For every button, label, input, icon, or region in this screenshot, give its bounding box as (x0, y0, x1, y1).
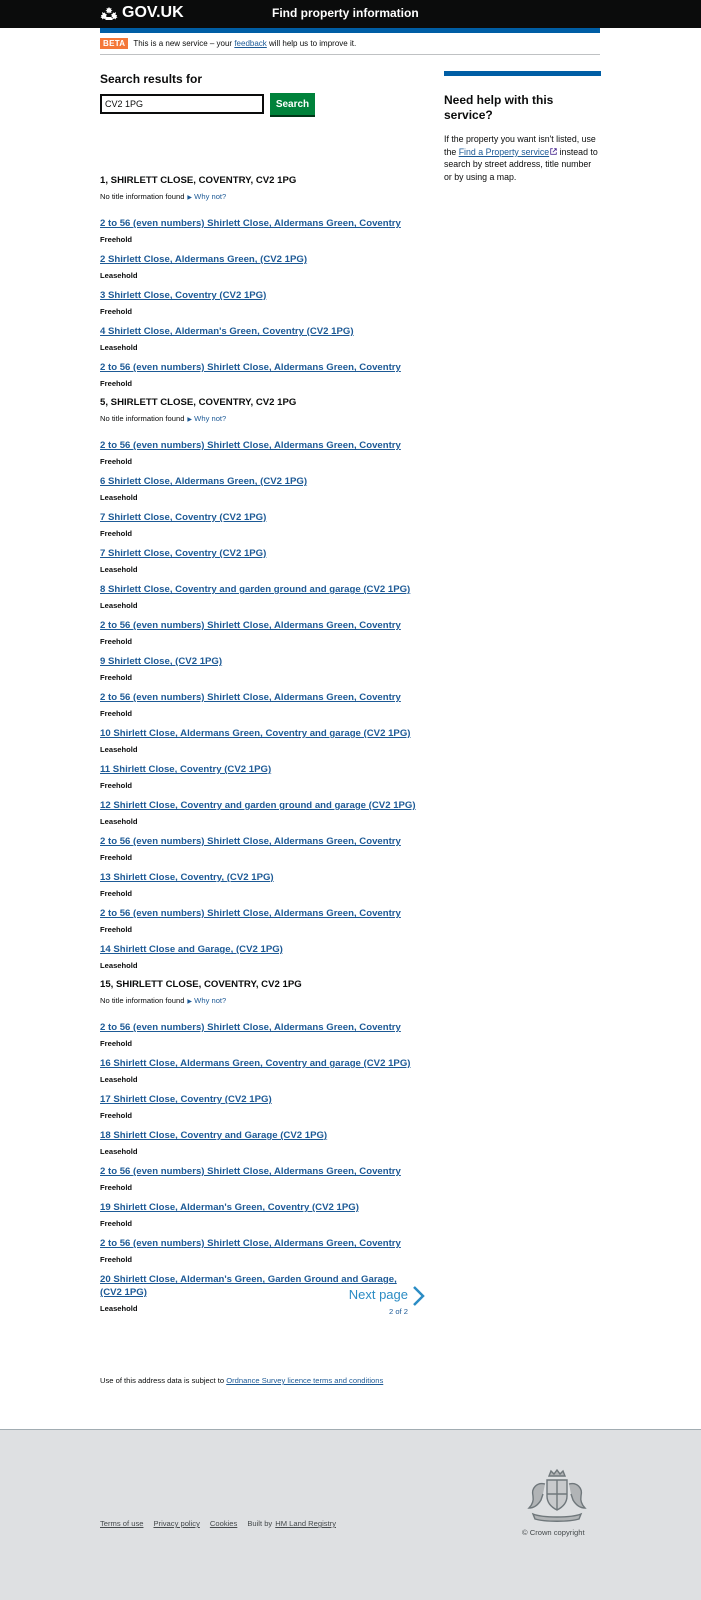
why-not-toggle[interactable] (187, 996, 226, 1005)
why-not-toggle[interactable] (187, 414, 226, 423)
title-result (100, 727, 420, 754)
help-title: Need help with this service? (444, 93, 554, 122)
why-not-toggle[interactable] (187, 192, 226, 201)
help-text-before: If the property you want isn't listed, use the (444, 134, 596, 157)
title-link[interactable]: 7 Shirlett Close, Coventry (CV2 1PG) (100, 548, 267, 559)
feedback-link[interactable]: feedback (234, 39, 267, 48)
search-button[interactable]: Search (270, 93, 315, 115)
tenure-label: Freehold (100, 1183, 133, 1192)
footer-link-cookies[interactable]: Cookies (209, 1519, 238, 1528)
title-link[interactable]: 2 to 56 (even numbers) Shirlett Close, Aldermans Green, Coventry (100, 440, 401, 451)
header-inner (100, 0, 600, 28)
title-result (100, 619, 420, 646)
tenure-label: Leasehold (100, 1075, 138, 1084)
built-by (247, 1519, 346, 1528)
title-link[interactable]: 18 Shirlett Close, Coventry and Garage (CV2 1PG) (100, 1130, 328, 1141)
site-footer (0, 1429, 701, 1600)
title-result (100, 361, 420, 388)
phase-banner (100, 33, 600, 55)
tenure-label: Freehold (100, 673, 133, 682)
beta-tag: BETA (100, 38, 128, 49)
why-not-label[interactable]: Why not? (194, 192, 227, 201)
title-link[interactable]: 13 Shirlett Close, Coventry, (CV2 1PG) (100, 872, 274, 883)
title-link[interactable]: 11 Shirlett Close, Coventry (CV2 1PG) (100, 764, 272, 775)
tenure-label: Leasehold (100, 565, 138, 574)
address-heading: 5, SHIRLETT CLOSE, COVENTRY, CV2 1PG (100, 397, 297, 408)
govuk-logo-link[interactable] (100, 4, 184, 22)
title-result (100, 1201, 420, 1228)
next-page-label[interactable]: Next page (348, 1287, 408, 1302)
site-header (0, 0, 701, 28)
title-result (100, 871, 420, 898)
licence-notice (100, 1376, 383, 1385)
footer-links (100, 1519, 346, 1528)
title-link[interactable]: 12 Shirlett Close, Coventry and garden ground and garage (CV2 1PG) (100, 800, 416, 811)
tenure-label: Freehold (100, 1039, 133, 1048)
tenure-label: Leasehold (100, 817, 138, 826)
title-link[interactable]: 8 Shirlett Close, Coventry and garden ground and garage (CV2 1PG) (100, 584, 411, 595)
tenure-label: Freehold (100, 307, 133, 316)
triangle-right-icon[interactable]: ▶ (187, 417, 193, 423)
help-blue-bar (444, 71, 601, 76)
next-page-link[interactable] (336, 1285, 426, 1321)
title-result (100, 439, 420, 466)
title-link[interactable]: 2 to 56 (even numbers) Shirlett Close, Aldermans Green, Coventry (100, 1238, 401, 1249)
title-link[interactable]: 2 to 56 (even numbers) Shirlett Close, Aldermans Green, Coventry (100, 362, 401, 373)
footer-link-terms[interactable]: Terms of use (100, 1519, 144, 1528)
title-result (100, 1165, 420, 1192)
title-link[interactable]: 14 Shirlett Close and Garage, (CV2 1PG) (100, 944, 283, 955)
tenure-label: Leasehold (100, 493, 138, 502)
title-result (100, 691, 420, 718)
no-title-text: No title information found (100, 192, 185, 201)
logo-text: GOV.UK (122, 4, 184, 21)
tenure-label: Freehold (100, 889, 133, 898)
title-link[interactable]: 16 Shirlett Close, Aldermans Green, Coventry and garage (CV2 1PG) (100, 1058, 411, 1069)
land-registry-link[interactable]: HM Land Registry (275, 1519, 337, 1528)
title-result (100, 583, 420, 610)
title-link[interactable]: 6 Shirlett Close, Aldermans Green, (CV2 1PG) (100, 476, 308, 487)
built-by-text: Built by (247, 1519, 273, 1528)
main-content (100, 55, 601, 1401)
title-link[interactable]: 2 Shirlett Close, Aldermans Green, (CV2 1PG) (100, 254, 308, 265)
tenure-label: Freehold (100, 379, 133, 388)
title-result (100, 835, 420, 862)
tenure-label: Leasehold (100, 601, 138, 610)
title-result (100, 1237, 420, 1264)
address-heading: 15, SHIRLETT CLOSE, COVENTRY, CV2 1PG (100, 979, 302, 990)
title-result (100, 253, 420, 280)
triangle-right-icon[interactable]: ▶ (187, 999, 193, 1005)
footer-link-privacy[interactable]: Privacy policy (153, 1519, 200, 1528)
results-heading: Search results for (100, 72, 203, 86)
licence-link[interactable]: Ordnance Survey licence terms and conditions (226, 1376, 384, 1385)
search-input[interactable] (100, 94, 264, 114)
title-result (100, 325, 420, 352)
licence-text: Use of this address data is subject to (100, 1376, 225, 1385)
crown-icon (100, 6, 118, 21)
address-result (100, 979, 302, 1005)
title-result (100, 799, 420, 826)
no-title-info (100, 414, 296, 423)
title-link[interactable]: 2 to 56 (even numbers) Shirlett Close, Aldermans Green, Coventry (100, 692, 401, 703)
tenure-label: Leasehold (100, 343, 138, 352)
chevron-right-icon[interactable] (412, 1285, 426, 1307)
title-result (100, 763, 420, 790)
tenure-label: Freehold (100, 1111, 133, 1120)
no-title-text: No title information found (100, 996, 185, 1005)
help-sidebar (444, 71, 601, 184)
tenure-label: Freehold (100, 709, 133, 718)
tenure-label: Leasehold (100, 961, 138, 970)
royal-crest-icon (525, 1468, 589, 1522)
title-result (100, 907, 420, 934)
title-link[interactable]: 2 to 56 (even numbers) Shirlett Close, Aldermans Green, Coventry (100, 908, 401, 919)
tenure-label: Leasehold (100, 745, 138, 754)
tenure-label: Leasehold (100, 1147, 138, 1156)
find-property-link-text[interactable]: Find a Property service (458, 146, 550, 157)
title-link[interactable]: 2 to 56 (even numbers) Shirlett Close, Aldermans Green, Coventry (100, 836, 401, 847)
title-result (100, 943, 420, 970)
title-result (100, 1093, 420, 1120)
tenure-label: Freehold (100, 1255, 133, 1264)
title-link[interactable]: 7 Shirlett Close, Coventry (CV2 1PG) (100, 512, 267, 523)
help-text (444, 133, 601, 184)
title-link[interactable]: 20 Shirlett Close, Alderman's Green, Garden Ground and Garage, (CV2 1PG) (100, 1274, 397, 1298)
title-link[interactable]: 2 to 56 (even numbers) Shirlett Close, Aldermans Green, Coventry (100, 620, 401, 631)
title-result (100, 1057, 420, 1084)
why-not-label[interactable]: Why not? (194, 414, 227, 423)
title-link[interactable]: 4 Shirlett Close, Alderman's Green, Coventry (CV2 1PG) (100, 326, 354, 337)
search-form (100, 94, 315, 115)
title-link[interactable]: 10 Shirlett Close, Aldermans Green, Coventry and garage (CV2 1PG) (100, 728, 411, 739)
triangle-right-icon[interactable]: ▶ (187, 195, 193, 201)
tenure-label: Freehold (100, 637, 133, 646)
tenure-label: Freehold (100, 1219, 133, 1228)
tenure-label: Leasehold (100, 1304, 138, 1313)
title-link[interactable]: 9 Shirlett Close, (CV2 1PG) (100, 656, 223, 667)
tenure-label: Freehold (100, 853, 133, 862)
page-count: 2 of 2 (389, 1307, 408, 1316)
tenure-label: Freehold (100, 457, 133, 466)
title-result (100, 1021, 420, 1048)
no-title-text: No title information found (100, 414, 185, 423)
tenure-label: Leasehold (100, 271, 138, 280)
address-heading: 1, SHIRLETT CLOSE, COVENTRY, CV2 1PG (100, 175, 297, 186)
help-text-after: instead to search by street address, title number or by using a map. (444, 146, 598, 183)
title-link[interactable]: 19 Shirlett Close, Alderman's Green, Coventry (CV2 1PG) (100, 1202, 359, 1213)
title-link[interactable]: 3 Shirlett Close, Coventry (CV2 1PG) (100, 290, 267, 301)
address-result (100, 397, 296, 423)
title-link[interactable]: 2 to 56 (even numbers) Shirlett Close, Aldermans Green, Coventry (100, 1022, 401, 1033)
title-result (100, 475, 420, 502)
phase-text-after: will help us to improve it. (269, 39, 357, 48)
external-link-icon (550, 148, 557, 155)
tenure-label: Freehold (100, 529, 133, 538)
why-not-label[interactable]: Why not? (194, 996, 227, 1005)
no-title-info (100, 192, 296, 201)
title-link[interactable]: 2 to 56 (even numbers) Shirlett Close, Aldermans Green, Coventry (100, 218, 401, 229)
address-result (100, 175, 296, 201)
no-title-info (100, 996, 302, 1005)
title-result (100, 547, 420, 574)
tenure-label: Freehold (100, 235, 133, 244)
title-result (100, 289, 420, 316)
title-link[interactable]: 17 Shirlett Close, Coventry (CV2 1PG) (100, 1094, 272, 1105)
service-name[interactable]: Find property information (272, 6, 419, 20)
crown-copyright: © Crown copyright (522, 1528, 585, 1537)
title-result (100, 1129, 420, 1156)
phase-text-before: This is a new service – your (133, 39, 233, 48)
title-result (100, 511, 420, 538)
find-property-link[interactable] (459, 147, 557, 157)
title-result (100, 655, 420, 682)
title-result (100, 217, 420, 244)
title-link[interactable]: 2 to 56 (even numbers) Shirlett Close, Aldermans Green, Coventry (100, 1166, 401, 1177)
tenure-label: Freehold (100, 781, 133, 790)
tenure-label: Freehold (100, 925, 133, 934)
